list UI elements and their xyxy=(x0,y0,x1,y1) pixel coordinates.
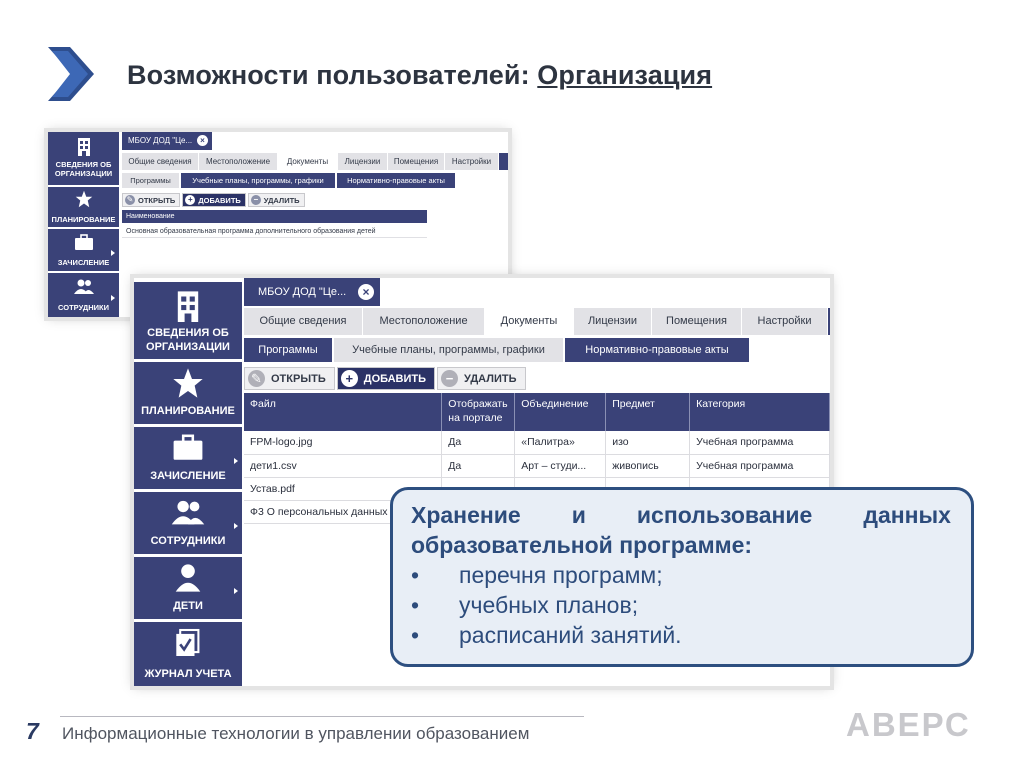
building-icon xyxy=(76,136,92,156)
subtab-programs[interactable]: Программы xyxy=(122,173,181,188)
expand-arrow-icon xyxy=(234,458,238,464)
table-cell: Да xyxy=(442,454,515,477)
sidebar-item-planning[interactable] xyxy=(48,187,119,227)
column-header[interactable]: Предмет xyxy=(606,393,690,431)
org-tab-label: МБОУ ДОД "Це... xyxy=(258,286,347,298)
delete-button[interactable] xyxy=(437,367,525,390)
sidebar-item-organization[interactable] xyxy=(48,132,119,185)
add-button-label: ДОБАВИТЬ xyxy=(363,372,427,385)
callout-word: использование xyxy=(636,502,813,528)
sidebar xyxy=(134,278,242,686)
briefcase-icon xyxy=(74,234,94,250)
plus-icon: + xyxy=(185,195,195,205)
sidebar-item-label: ДЕТИ xyxy=(173,600,203,612)
column-header[interactable]: Объединение xyxy=(515,393,606,431)
callout-heading-line2: образовательной программе: xyxy=(411,532,753,558)
sidebar-item-label: ПЛАНИРОВАНИЕ xyxy=(141,405,235,417)
open-button[interactable] xyxy=(122,193,180,207)
table-cell: живопись xyxy=(606,454,690,477)
sidebar-item-enrollment[interactable] xyxy=(134,427,242,489)
slide-title: Возможности пользователей: Организация xyxy=(127,60,713,90)
plus-icon: + xyxy=(341,370,358,387)
callout-word: данных xyxy=(863,502,951,528)
sidebar-item-label: ЗАЧИСЛЕНИЕ xyxy=(57,258,110,267)
callout-bullet xyxy=(411,560,951,590)
sidebar-item-journal[interactable] xyxy=(134,622,242,686)
toolbar xyxy=(122,193,307,207)
bullet-dot-icon: • xyxy=(411,622,420,648)
expand-arrow-icon xyxy=(111,250,115,256)
sub-tabs xyxy=(122,173,508,188)
toolbar xyxy=(244,367,528,390)
footer-text: Информационные технологии в управлении образованием xyxy=(62,724,530,743)
sidebar-item-children[interactable] xyxy=(134,557,242,619)
sidebar-item-label: ЖУРНАЛ УЧЕТА xyxy=(144,668,232,680)
table-cell: изо xyxy=(606,431,690,454)
expand-arrow-icon xyxy=(234,523,238,529)
subtab-study-plans[interactable]: Учебные планы, программы, графики xyxy=(334,338,565,362)
sidebar-item-label: СОТРУДНИКИ xyxy=(150,535,226,547)
close-icon[interactable]: × xyxy=(358,284,374,300)
star-icon xyxy=(75,190,93,208)
tab-premises[interactable]: Помещения xyxy=(388,153,445,170)
table-cell: FPM-logo.jpg xyxy=(244,431,442,454)
tab-documents[interactable]: Документы xyxy=(485,308,574,335)
table-row[interactable] xyxy=(244,454,830,477)
callout-word: Хранение xyxy=(411,502,521,528)
table-cell: Да xyxy=(442,431,515,454)
expand-arrow-icon xyxy=(111,295,115,301)
table-cell: Учебная программа xyxy=(690,454,830,477)
tab-general[interactable]: Общие сведения xyxy=(244,308,363,335)
sidebar-item-enrollment[interactable] xyxy=(48,229,119,271)
building-icon xyxy=(174,288,202,322)
main-tabs xyxy=(122,153,508,170)
tab-settings[interactable]: Настройки xyxy=(742,308,828,335)
table-row[interactable]: Основная образовательная программа дополнительного образования детей xyxy=(122,225,427,238)
star-icon xyxy=(172,367,204,399)
subtab-legal-acts[interactable]: Нормативно-правовые акты xyxy=(565,338,751,362)
edit-icon: ✎ xyxy=(126,195,134,204)
tab-general[interactable]: Общие сведения xyxy=(122,153,199,170)
sidebar-item-label: СОТРУДНИКИ xyxy=(58,303,109,312)
tab-settings[interactable]: Настройки xyxy=(445,153,499,170)
sidebar-item-planning[interactable] xyxy=(134,362,242,424)
delete-button-label: УДАЛИТЬ xyxy=(464,372,517,385)
table-header-row xyxy=(244,393,830,431)
minus-icon: − xyxy=(251,195,261,205)
open-button-label: ОТКРЫТЬ xyxy=(271,372,326,385)
column-header[interactable]: Файл xyxy=(244,393,442,431)
sidebar xyxy=(48,132,119,317)
table-cell: Ф3 О персональных данных xyxy=(244,500,442,523)
table-cell: дети1.csv xyxy=(244,454,442,477)
tab-licenses[interactable]: Лицензии xyxy=(338,153,388,170)
org-tab-label: МБОУ ДОД "Це... xyxy=(128,136,193,145)
subtab-study-plans[interactable]: Учебные планы, программы, графики xyxy=(181,173,337,188)
table-cell: «Палитра» xyxy=(515,431,606,454)
callout-heading-line1 xyxy=(411,500,951,530)
tab-location[interactable]: Местоположение xyxy=(363,308,485,335)
column-header[interactable]: Категория xyxy=(690,393,830,431)
sidebar-item-staff[interactable] xyxy=(134,492,242,554)
chevron-logo-icon xyxy=(48,47,94,101)
open-button[interactable] xyxy=(244,367,335,390)
add-button[interactable] xyxy=(182,193,245,207)
sidebar-item-label: ПЛАНИРОВАНИЕ xyxy=(51,215,116,224)
callout-box xyxy=(390,487,974,667)
sidebar-item-label: ЗАЧИСЛЕНИЕ xyxy=(150,470,226,482)
table-cell: Учебная программа xyxy=(690,431,830,454)
journal-check-icon xyxy=(175,628,201,658)
table-row[interactable] xyxy=(244,431,830,454)
sidebar-item-label: СВЕДЕНИЯ ОБ ОРГАНИЗАЦИИ xyxy=(146,327,230,353)
tab-location[interactable]: Местоположение xyxy=(199,153,278,170)
people-icon xyxy=(73,279,95,295)
add-button[interactable] xyxy=(337,367,435,390)
grid-header-name: Наименование xyxy=(122,210,427,223)
person-icon xyxy=(174,563,202,593)
tab-premises[interactable]: Помещения xyxy=(652,308,742,335)
org-tab[interactable] xyxy=(244,278,380,306)
expand-arrow-icon xyxy=(234,588,238,594)
add-button-label: ДОБАВИТЬ xyxy=(198,195,241,205)
page-number: 7 xyxy=(26,718,39,744)
bullet-dot-icon: • xyxy=(411,592,420,618)
callout-word: и xyxy=(571,502,586,528)
sub-tabs xyxy=(244,338,830,362)
subtab-legal-acts[interactable]: Нормативно-правовые акты xyxy=(337,173,457,188)
org-tab[interactable] xyxy=(122,132,212,150)
briefcase-icon xyxy=(172,434,204,460)
close-icon[interactable]: × xyxy=(197,135,208,146)
bullet-dot-icon: • xyxy=(411,562,420,588)
delete-button[interactable] xyxy=(248,193,305,207)
callout-bullet xyxy=(411,590,951,620)
edit-icon: ✎ xyxy=(248,370,265,387)
table-cell: Арт – студи... xyxy=(515,454,606,477)
subtab-programs[interactable]: Программы xyxy=(244,338,334,362)
tab-documents[interactable]: Документы xyxy=(278,153,338,170)
footer-divider xyxy=(60,716,584,717)
sidebar-item-organization[interactable] xyxy=(134,282,242,359)
tab-licenses[interactable]: Лицензии xyxy=(574,308,652,335)
callout-bullet xyxy=(411,620,951,650)
delete-button-label: УДАЛИТЬ xyxy=(263,195,300,205)
minus-icon: − xyxy=(441,370,458,387)
callout-bullet-text: перечня программ; xyxy=(459,562,663,588)
slide-title-link: Организация xyxy=(537,60,713,90)
column-header[interactable]: Отображать на портале xyxy=(442,393,515,431)
main-tabs xyxy=(244,308,830,335)
callout-bullet-text: расписаний занятий. xyxy=(459,622,682,648)
callout-bullet-text: учебных планов; xyxy=(459,592,639,618)
table-cell: Устав.pdf xyxy=(244,477,442,500)
open-button-label: ОТКРЫТЬ xyxy=(138,195,176,205)
sidebar-item-staff[interactable] xyxy=(48,273,119,317)
sidebar-item-label: СВЕДЕНИЯ ОБ ОРГАНИЗАЦИИ xyxy=(54,160,113,179)
brand-logo: АВЕРС xyxy=(846,706,971,743)
people-icon xyxy=(170,500,206,526)
